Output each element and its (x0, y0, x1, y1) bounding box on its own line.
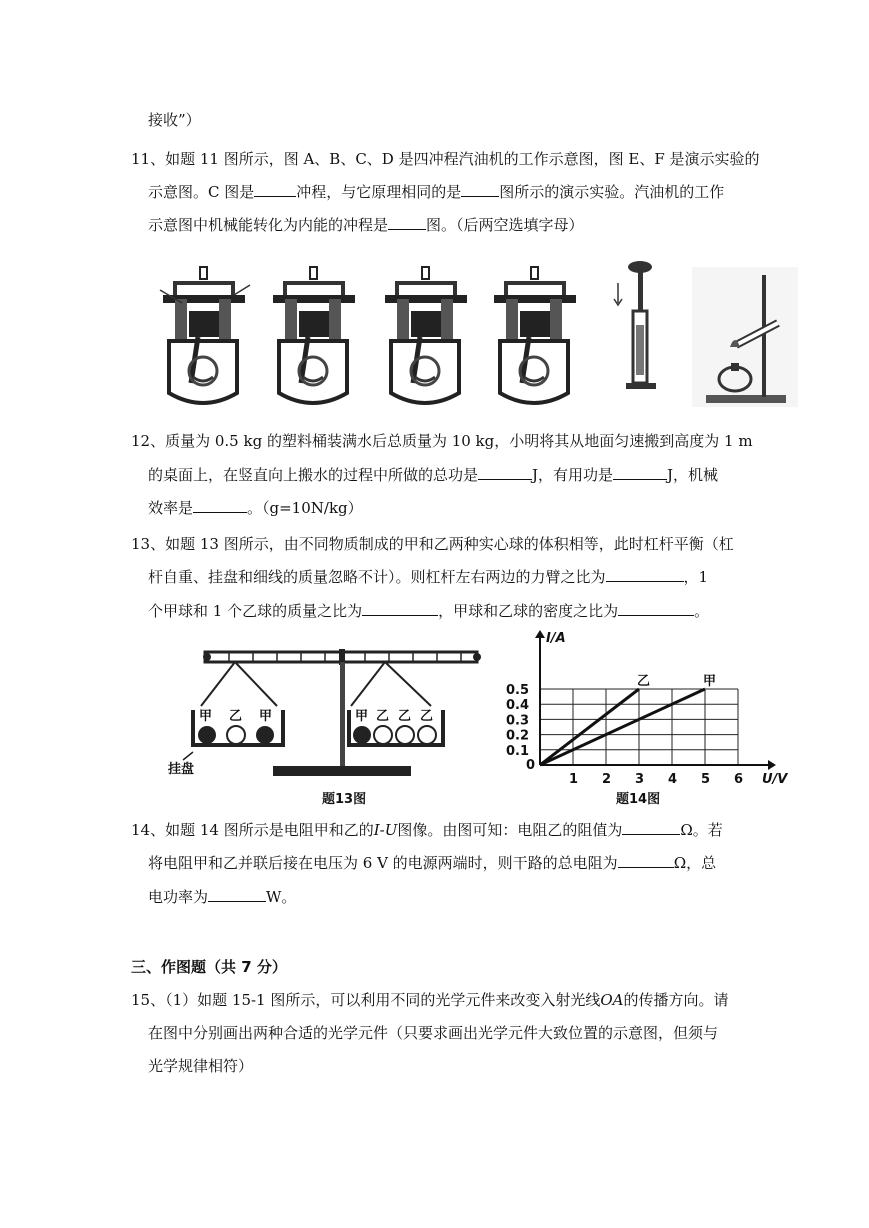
q14-text: Ω。若 (680, 821, 723, 839)
q12-text: 。（g=10N/kg） (247, 499, 363, 517)
answer-blank[interactable] (606, 567, 684, 582)
y-axis-arrow (535, 630, 545, 638)
answer-blank[interactable] (618, 601, 694, 616)
series-label: 甲 (703, 674, 717, 689)
x-tick-label: 1 (569, 772, 579, 787)
q11-text: 示意图。C 图是 (148, 183, 255, 201)
q12-line2 (148, 465, 718, 485)
fig13-caption: 题13图 (322, 792, 367, 807)
q15-text: 15、（1）如题 15-1 图所示，可以利用不同的光学元件来改变入射光线 (131, 991, 601, 1009)
lever-ball-label: 乙 (398, 709, 412, 724)
q12-line3 (148, 498, 363, 518)
answer-blank[interactable] (362, 601, 438, 616)
q15-text-italic: OA (600, 991, 624, 1009)
q15-line3: 光学规律相符） (148, 1057, 254, 1075)
x-tick-label: 6 (734, 772, 744, 787)
y-tick-label: 0.4 (506, 698, 530, 714)
answer-blank[interactable] (388, 215, 426, 230)
q11-text: 示意图中机械能转化为内能的冲程是 (148, 216, 389, 234)
y-tick-label: 0.5 (506, 683, 530, 698)
q11-line2 (148, 182, 724, 202)
fig14-caption: 题14图 (616, 792, 661, 807)
y-axis-label: I/A (546, 631, 566, 646)
q14-text: Ω，总 (673, 854, 717, 872)
q13-text: 个甲球和 1 个乙球的质量之比为 (148, 602, 363, 620)
answer-blank[interactable] (618, 853, 674, 868)
top-line: 接收”） (148, 111, 201, 129)
answer-blank[interactable] (622, 820, 680, 835)
q11-text: 冲程，与它原理相同的是 (296, 183, 462, 201)
answer-blank[interactable] (254, 182, 296, 197)
q11-text: 图。（后两空选填字母） (426, 216, 584, 234)
q14-text: 将电阻甲和乙并联后接在电压为 6 V 的电源两端时，则干路的总电阻为 (148, 854, 618, 872)
answer-blank[interactable] (193, 498, 247, 513)
q11-text: 图所示的演示实验。汽油机的工作 (499, 183, 725, 201)
section-heading: 三、作图题（共 7 分） (131, 958, 287, 976)
q13-line1: 13、如题 13 图所示，由不同物质制成的甲和乙两种实心球的体积相等，此时杠杆平衡（杠 (131, 535, 734, 553)
q14-text: 14、如题 14 图所示是电阻甲和乙的 (131, 821, 374, 839)
lever-ball-label: 乙 (376, 709, 390, 724)
x-tick-label: 5 (701, 772, 711, 787)
lever-ball-label: 乙 (420, 709, 434, 724)
q13-text: 。 (694, 602, 710, 620)
x-axis-arrow (768, 760, 776, 770)
q12-text: 的桌面上，在竖直向上搬水的过程中所做的总功是 (148, 466, 479, 484)
iu-chart (500, 628, 805, 788)
q13-text: ，1 (683, 568, 709, 586)
engine-stroke-figures (150, 255, 800, 410)
lever-ball-label: 乙 (229, 709, 243, 724)
q14-line2 (148, 853, 716, 873)
q14-line1 (131, 820, 723, 840)
lever-ball-label: 甲 (355, 709, 369, 724)
answer-blank[interactable] (613, 465, 667, 480)
lever-ball-label: 甲 (259, 709, 273, 724)
lever-figure (165, 640, 495, 805)
q13-line3 (148, 601, 709, 621)
q14-text: W。 (266, 888, 297, 906)
q11-line3 (148, 215, 584, 235)
q12-text: 效率是 (148, 499, 194, 517)
lever-ball-label: 甲 (199, 709, 213, 724)
q12-text: J，有用功是 (532, 466, 614, 484)
q11-line1: 11、如题 11 图所示，图 A、B、C、D 是四冲程汽油机的工作示意图，图 E、F 是演示实验的 (131, 150, 760, 168)
answer-blank[interactable] (461, 182, 499, 197)
x-tick-label: 4 (668, 772, 678, 787)
answer-blank[interactable] (208, 887, 266, 902)
q15-line2: 在图中分别画出两种合适的光学元件（只要求画出光学元件大致位置的示意图，但须与 (148, 1024, 719, 1042)
q14-text-italic: I-U (373, 821, 398, 839)
q14-line3 (148, 887, 296, 907)
series-label: 乙 (637, 674, 651, 689)
x-tick-label: 2 (602, 772, 612, 787)
answer-blank[interactable] (478, 465, 532, 480)
x-axis-label: U/V (762, 772, 788, 787)
y-tick-label: 0.1 (506, 743, 530, 759)
q15-line1 (131, 990, 729, 1010)
q14-text: 电功率为 (148, 888, 209, 906)
q15-text: 的传播方向。请 (623, 991, 729, 1009)
q13-text: 杆自重、挂盘和细线的质量忽略不计）。则杠杆左右两边的力臂之比为 (148, 568, 606, 586)
origin-label: 0 (526, 758, 536, 773)
q14-text: 图像。由图可知：电阻乙的阻值为 (397, 821, 623, 839)
q13-line2 (148, 567, 708, 587)
q12-text: J，机械 (667, 466, 719, 484)
pan-label: 挂盘 (168, 762, 195, 777)
q12-line1: 12、质量为 0.5 kg 的塑料桶装满水后总质量为 10 kg，小明将其从地面匀速搬到高度为 1 m (131, 432, 753, 450)
y-tick-label: 0.3 (506, 713, 530, 729)
y-tick-label: 0.2 (506, 728, 530, 744)
q13-text: ，甲球和乙球的密度之比为 (438, 602, 619, 620)
x-tick-label: 3 (635, 772, 645, 787)
